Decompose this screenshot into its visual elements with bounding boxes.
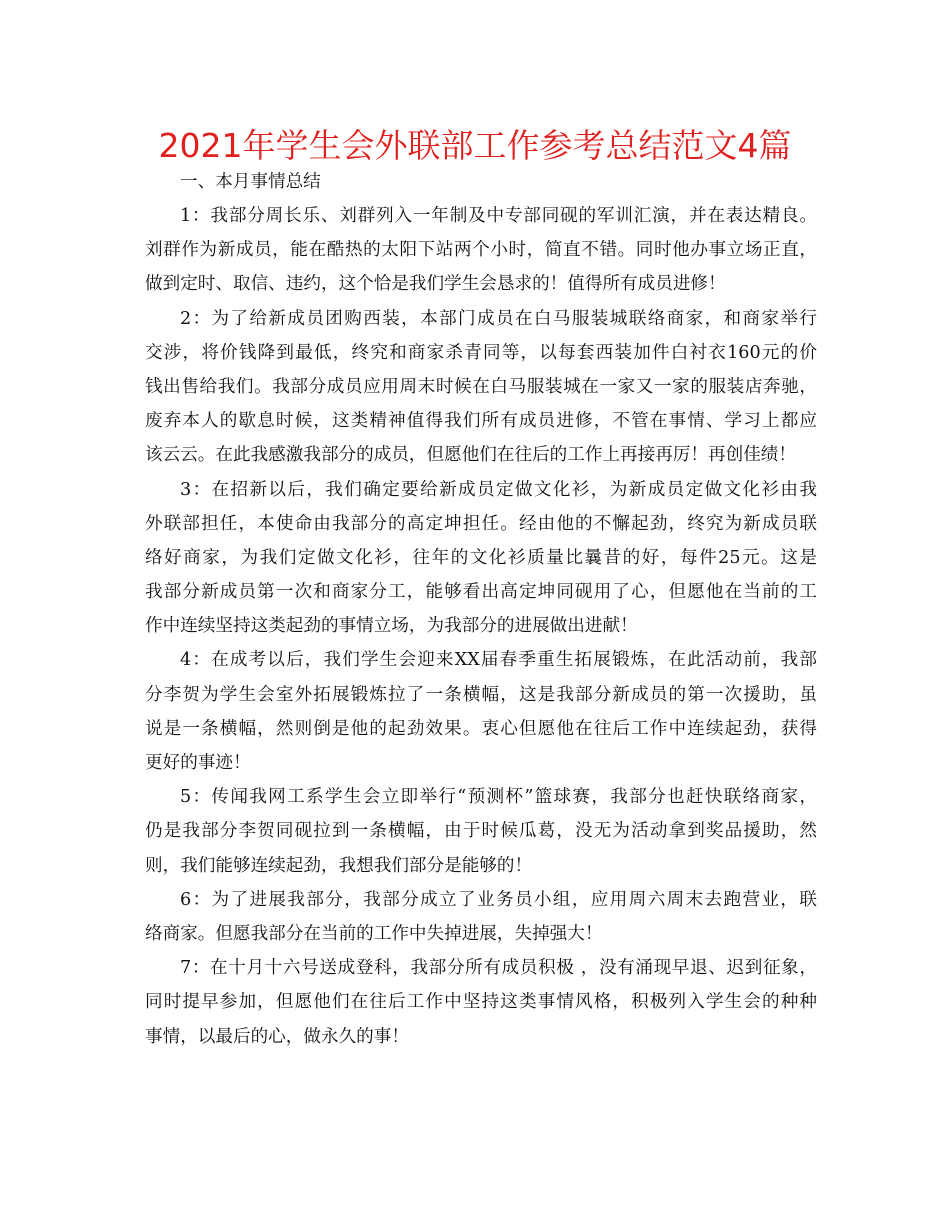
- paragraph-line: 外联部担任，本使命由我部分的高定坤担任。经由他的不懈起劲，终究为新成员联: [145, 513, 817, 534]
- paragraph-line: 说是一条横幅，然则倒是他的起劲效果。衷心但愿他在往后工作中连续起劲，获得: [145, 718, 817, 739]
- paragraph: [145, 473, 817, 644]
- paragraph-line: 更好的事迹！: [145, 753, 251, 773]
- paragraph-line: 废弃本人的歇息时候，这类精神值得我们所有成员进修，不管在事情、学习上都应: [145, 411, 817, 432]
- section-heading: 一、本月事情总结: [180, 172, 321, 192]
- paragraph-line: 1：我部分周长乐、刘群列入一年制及中专部同砚的军训汇演，并在表达精良。: [180, 206, 817, 226]
- paragraph-line: 刘群作为新成员，能在酷热的太阳下站两个小时，简直不错。同时他办事立场正直，: [145, 240, 817, 261]
- paragraph-line: 作中连续坚持这类起劲的事情立场，为我部分的进展做出进献！: [145, 616, 638, 637]
- paragraph-line: 事情，以最后的心，做永久的事！: [145, 1026, 409, 1047]
- document-body: [145, 165, 817, 1054]
- paragraph-line: 络好商家，为我们定做文化衫，往年的文化衫质量比曩昔的好，每件25元。这是: [145, 547, 817, 568]
- paragraph-line: 我部分新成员第一次和商家分工，能够看出高定坤同砚用了心，但愿他在当前的工: [145, 582, 817, 603]
- paragraph-line: 分李贺为学生会室外拓展锻炼拉了一条横幅，这是我部分新成员的第一次援助，虽: [145, 684, 817, 705]
- paragraph-line: 交涉，将价钱降到最低，终究和商家杀青同等，以每套西装加件白衬衣160元的价: [145, 342, 817, 363]
- paragraph: [145, 883, 817, 951]
- paragraph: [145, 199, 817, 302]
- paragraph-line: 则，我们能够连续起劲，我想我们部分是能够的！: [145, 855, 533, 876]
- paragraph-line: 3：在招新以后，我们确定要给新成员定做文化衫，为新成员定做文化衫由我: [180, 479, 817, 500]
- paragraph: [145, 302, 817, 473]
- paragraph-line: 该云云。在此我感激我部分的成员，但愿他们在往后的工作上再接再厉！再创佳绩！: [145, 445, 796, 466]
- paragraph-line: 7：在十月十六号送成登科，我部分所有成员积极 ，没有涌现早退、迟到征象，: [180, 958, 817, 979]
- paragraph-line: 仍是我部分李贺同砚拉到一条横幅，由于时候瓜葛，没无为活动拿到奖品援助，然: [145, 821, 817, 842]
- paragraph-line: 6：为了进展我部分，我部分成立了业务员小组，应用周六周末去跑营业，联: [180, 889, 817, 910]
- paragraph: [145, 643, 817, 780]
- paragraph-line: 钱出售给我们。我部分成员应用周末时候在白马服装城在一家又一家的服装店奔驰，: [145, 376, 817, 397]
- paragraph-line: 络商家。但愿我部分在当前的工作中失掉进展，失掉强大！: [145, 923, 603, 944]
- paragraph: [145, 951, 817, 1054]
- paragraph-line: 4：在成考以后，我们学生会迎来XX届春季重生拓展锻炼，在此活动前，我部: [180, 650, 817, 671]
- paragraph-list: [145, 199, 817, 1054]
- paragraph: [145, 780, 817, 883]
- paragraph-line: 2：为了给新成员团购西装，本部门成员在白马服装城联络商家，和商家举行: [180, 308, 817, 329]
- paragraph-line: 5：传闻我网工系学生会立即举行“预测杯”篮球赛，我部分也赶快联络商家，: [180, 787, 817, 808]
- document-title: 2021年学生会外联部工作参考总结范文4篇: [158, 126, 792, 165]
- paragraph-line: 同时提早参加，但愿他们在往后工作中坚持这类事情风格，积极列入学生会的种种: [145, 992, 817, 1013]
- paragraph-line: 做到定时、取信、违约，这个恰是我们学生会恳求的！值得所有成员进修！: [145, 274, 726, 295]
